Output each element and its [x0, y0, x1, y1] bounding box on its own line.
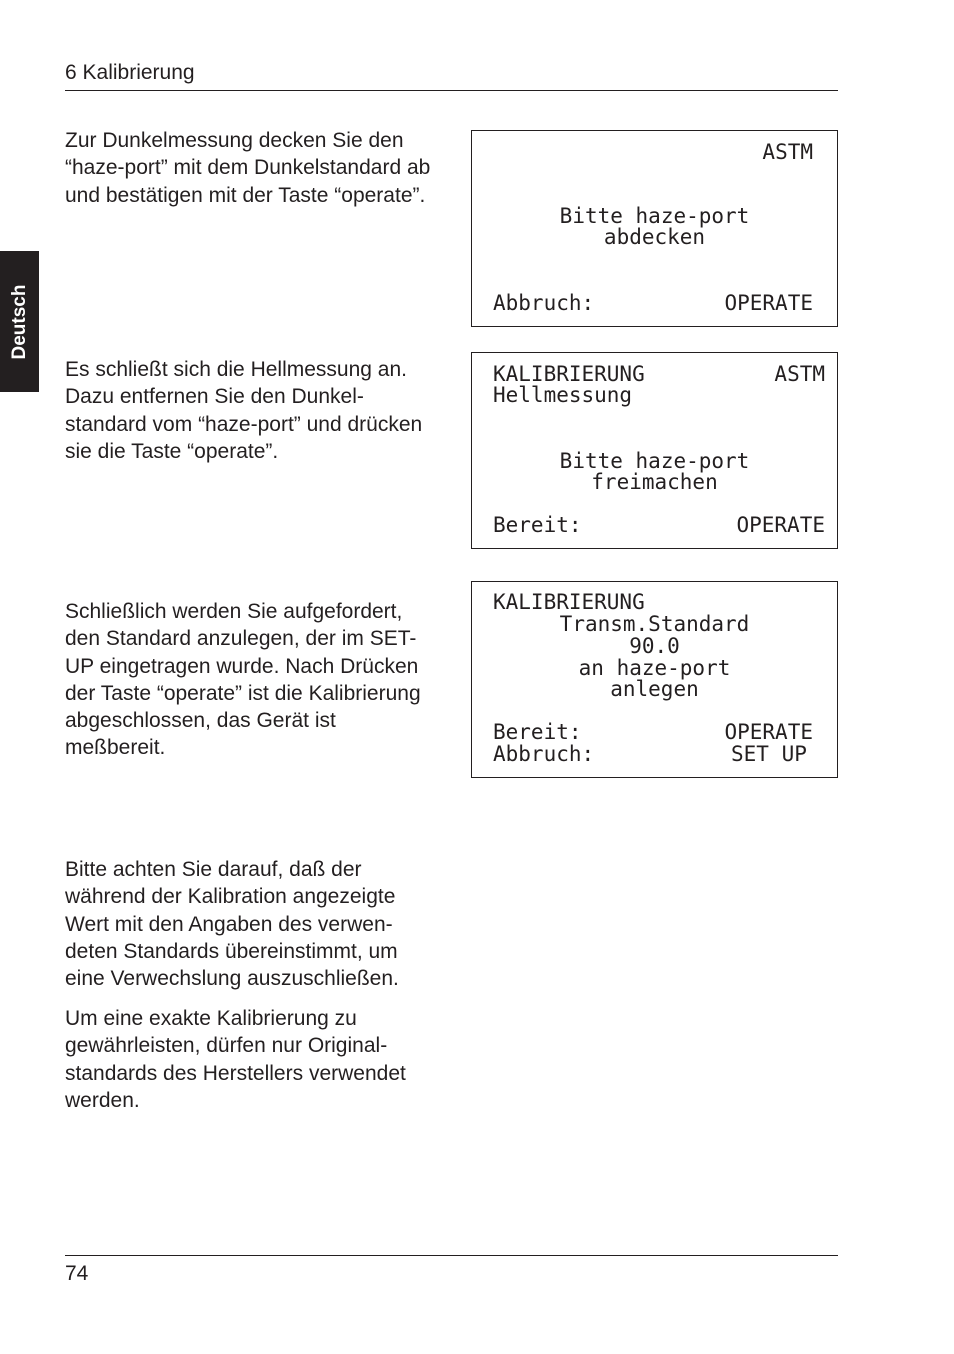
display-message-line: freimachen: [591, 470, 718, 494]
display-light-measurement: [471, 352, 838, 549]
display-softkey-label: OPERATE: [736, 513, 825, 537]
display-standard-value: 90.0: [629, 634, 680, 658]
display-mode: ASTM: [774, 362, 825, 386]
display-message-line: Bitte haze-port: [559, 449, 750, 473]
display-softkey-label: Abbruch:: [493, 742, 595, 766]
display-softkey-label: Abbruch:: [493, 291, 595, 315]
display-softkey-label: Bereit:: [493, 720, 582, 744]
display-softkey-label: Bereit:: [493, 513, 582, 537]
display-mode: ASTM: [762, 140, 813, 164]
display-message-line: abdecken: [603, 225, 706, 249]
display-message-line: Bitte haze-port: [559, 204, 750, 228]
paragraph-note-original-standards: Um eine exakte Kalibrierung zu gewährleisten, dürfen nur Originalstandards des Herstellers verwendet werden.: [65, 1007, 406, 1112]
display-dark-measurement: [471, 130, 838, 327]
display-subtitle: Hellmessung: [493, 383, 633, 407]
display-softkey-label: SET UP: [731, 742, 807, 766]
display-title: KALIBRIERUNG: [493, 362, 645, 386]
paragraph-light-measurement: Es schließt sich die Hellmessung an. Dazu entfernen Sie den Dunkelstandard vom “haze-port” und drücken sie die Taste “operate”.: [65, 358, 423, 463]
display-title: KALIBRIERUNG: [493, 590, 645, 614]
display-standard: [471, 581, 838, 778]
paragraph-note-check-value: Bitte achten Sie darauf, daß der während der Kalibration angezeigte Wert mit den Angaben des verwendeten Standards übereinstimmt, um eine Verwechslung auszuschließen.: [65, 858, 399, 991]
paragraph-standard: Schließlich werden Sie aufgefordert, den Standard anzulegen, der im SET-UP eingetragen wurde. Nach Drücken der Taste “operate” ist die Kalibrierung abgeschlossen, das Gerät ist meßbereit.: [65, 600, 421, 760]
display-softkey-label: OPERATE: [724, 291, 813, 315]
paragraph-dark-measurement: Zur Dunkelmessung decken Sie den “haze-port” mit dem Dunkelstandard ab und bestätigen mit der Taste “operate”.: [65, 129, 431, 207]
page-number: 74: [65, 1262, 89, 1285]
display-message-line: anlegen: [610, 677, 699, 701]
header-rule: [65, 90, 838, 91]
footer-rule: [65, 1255, 838, 1256]
display-message-line: Transm.Standard: [559, 612, 750, 636]
display-softkey-label: OPERATE: [724, 720, 813, 744]
display-message-line: an haze-port: [578, 656, 731, 680]
language-tab-label: Deutsch: [8, 284, 30, 359]
language-tab: [0, 251, 39, 392]
page-header-title: 6 Kalibrierung: [65, 61, 195, 84]
